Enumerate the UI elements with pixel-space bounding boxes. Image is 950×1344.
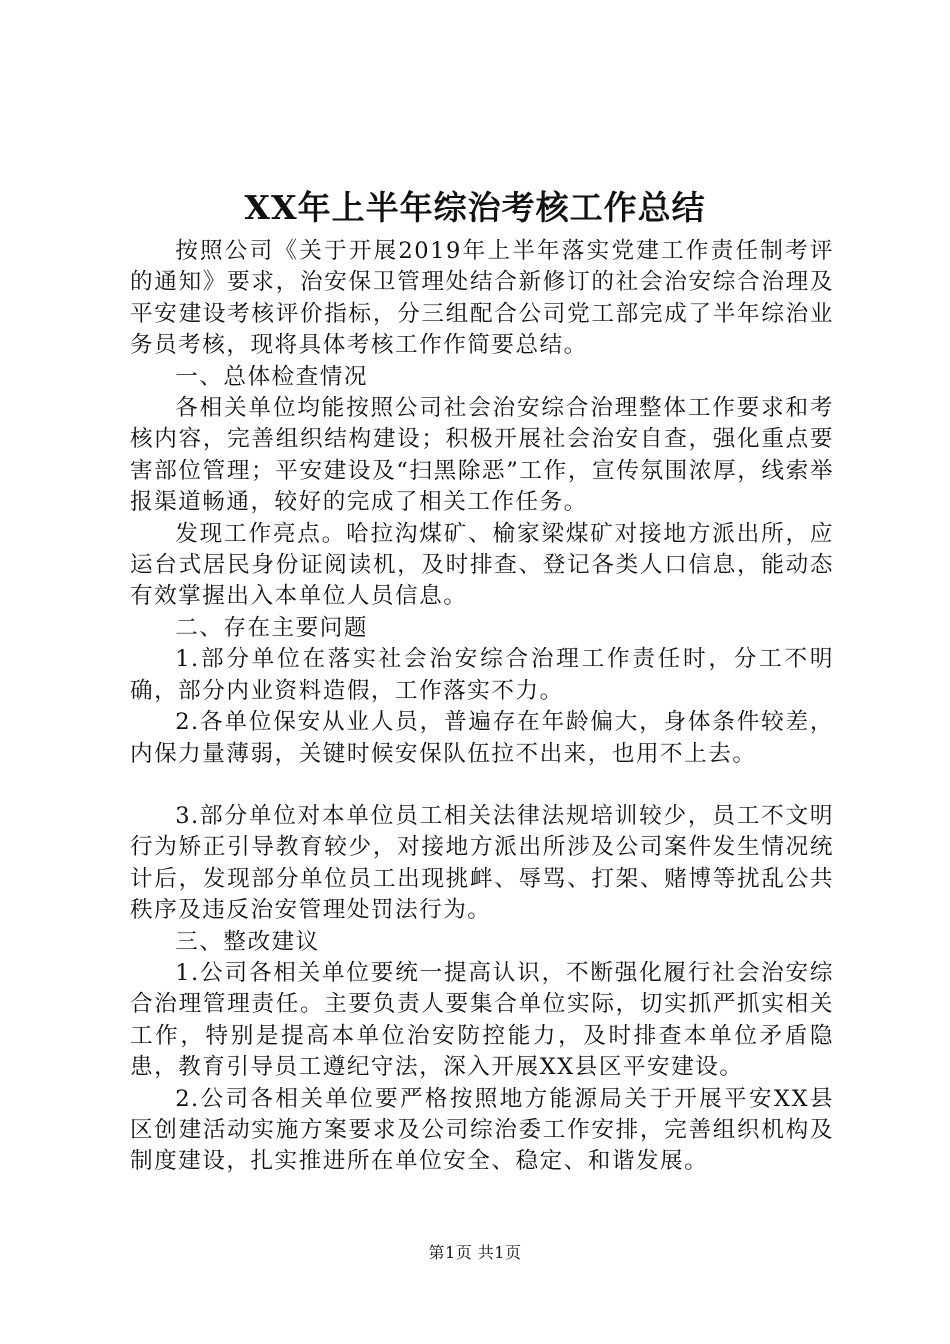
paragraph-suggestion-1: 1.公司各相关单位要统一提高认识，不断强化履行社会治安综合治理管理责任。主要负责人要集合单位实际，切实抓严抓实相关工作，特别是提高本单位治安防控能力，及时排查本单位矛盾隐患，教育引导员工遵纪守法，深入开展XX县区平安建设。: [130, 959, 834, 1081]
paragraph-problem-1: 1.部分单位在落实社会治安综合治理工作责任时，分工不明确，部分内业资料造假，工作落实不力。: [130, 646, 834, 704]
paragraph-problem-3: 3.部分单位对本单位员工相关法律法规培训较少，员工不文明行为矫正引导教育较少，对接地方派出所涉及公司案件发生情况统计后，发现部分单位员工出现挑衅、辱骂、打架、赌博等扰乱公共秩序及违反治安管理处罚法行为。: [130, 802, 834, 924]
section-heading-3: 三、整改建议: [175, 928, 320, 955]
document-title: XX年上半年综治考核工作总结: [244, 188, 706, 227]
section-heading-1: 一、总体检查情况: [175, 363, 368, 390]
paragraph-intro: 按照公司《关于开展2019年上半年落实党建工作责任制考评的通知》要求，治安保卫管理处结合新修订的社会治安综合治理及平安建设考核评价指标，分三组配合公司党工部完成了半年综治业务员考核，现将具体考核工作作简要总结。: [130, 238, 834, 359]
page-footer: 第1页 共1页: [428, 1243, 522, 1262]
section-heading-2: 二、存在主要问题: [175, 614, 368, 641]
paragraph-suggestion-2: 2.公司各相关单位要严格按照地方能源局关于开展平安XX县区创建活动实施方案要求及公司综治委工作安排，完善组织机构及制度建设，扎实推进所在单位安全、稳定、和谐发展。: [130, 1085, 834, 1175]
paragraph-overview: 各相关单位均能按照公司社会治安综合治理整体工作要求和考核内容，完善组织结构建设；积极开展社会治安自查，强化重点要害部位管理；平安建设及“扫黑除恶”工作，宣传氛围浓厚，线索举报渠道畅通，较好的完成了相关工作任务。: [130, 395, 834, 516]
paragraph-problem-2: 2.各单位保安从业人员，普遍存在年龄偏大，身体条件较差，内保力量薄弱，关键时候安保队伍拉不出来，也用不上去。: [130, 709, 834, 767]
paragraph-highlights: 发现工作亮点。哈拉沟煤矿、榆家梁煤矿对接地方派出所，应运台式居民身份证阅读机，及时排查、登记各类人口信息，能动态有效掌握出入本单位人员信息。: [130, 520, 834, 610]
document-body: [130, 236, 834, 1178]
